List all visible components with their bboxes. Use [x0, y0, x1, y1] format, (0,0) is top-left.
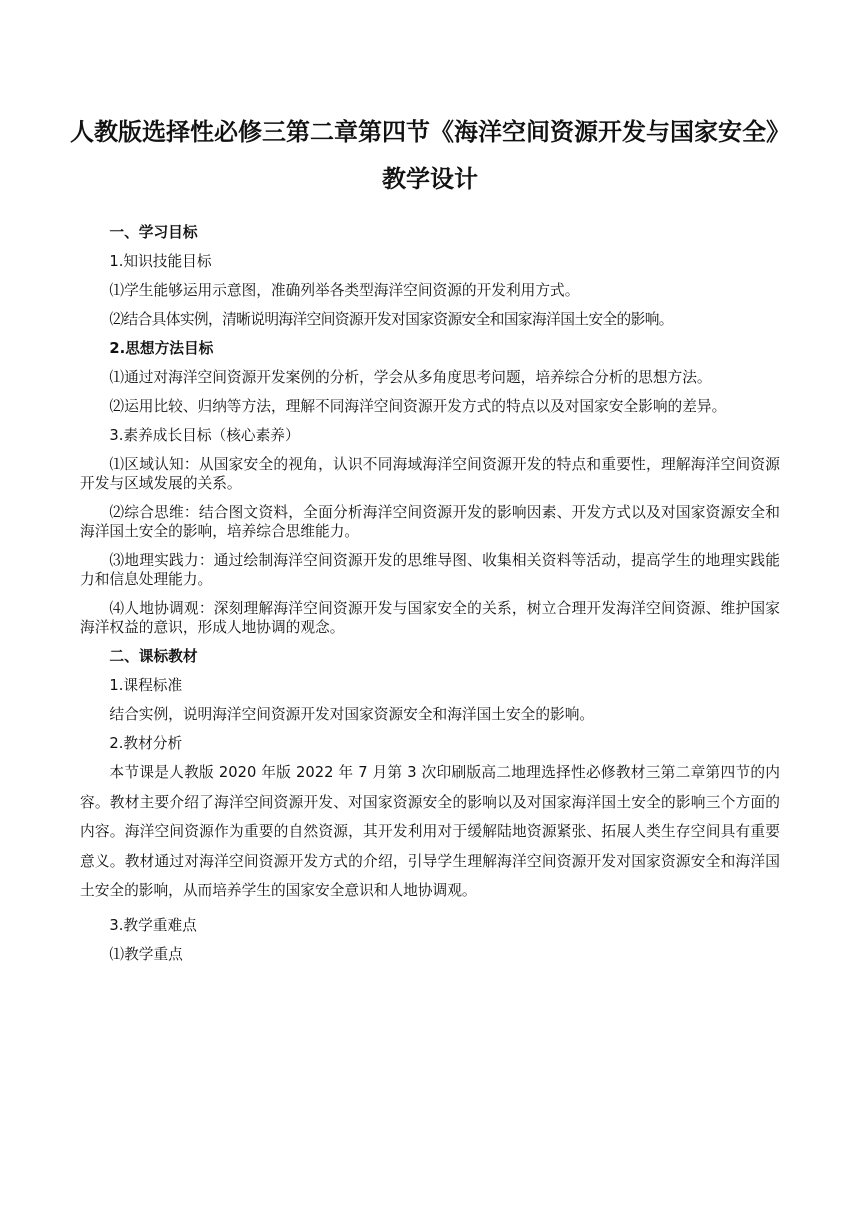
paragraph: ⑵综合思维：结合图文资料，全面分析海洋空间资源开发的影响因素、开发方式以及对国家资源安全和海洋国土安全的影响，培养综合思维能力。: [80, 504, 780, 540]
section-heading: 二、课标教材: [109, 648, 198, 665]
subsection-heading: 3.素养成长目标（核心素养）: [109, 427, 300, 444]
subsection-heading: 1.课程标准: [109, 677, 183, 694]
subsection-heading: 1.知识技能目标: [109, 253, 212, 270]
paragraph: ⑶地理实践力：通过绘制海洋空间资源开发的思维导图、收集相关资料等活动，提高学生的地理实践能力和信息处理能力。: [80, 552, 780, 588]
paragraph: ⑵运用比较、归纳等方法，理解不同海洋空间资源开发方式的特点以及对国家安全影响的差异。: [109, 398, 727, 415]
subsection-heading: 2.思想方法目标: [109, 340, 214, 357]
subsection-heading: 2.教材分析: [109, 735, 183, 752]
paragraph: ⑴教学重点: [109, 945, 183, 963]
paragraph: 本节课是人教版 2020 年版 2022 年 7 月第 3 次印刷版高二地理选择性必修教材三第二章第四节的内容。教材主要介绍了海洋空间资源开发、对国家资源安全的影响以及对国家海洋国土安全的影响三个方面的内容。海洋空间资源作为重要的自然资源，其开发利用对于缓解陆地资源紧张、拓展人类生存空间具有重要意义。教材通过对海洋空间资源开发方式的介绍，引导学生理解海洋空间资源开发对国家资源安全和海洋国土安全的影响，从而培养学生的国家安全意识和人地协调观。: [80, 764, 780, 899]
document-body: [80, 223, 780, 974]
paragraph: ⑵结合具体实例，清晰说明海洋空间资源开发对国家资源安全和国家海洋国土安全的影响。: [109, 311, 673, 328]
document-title-line1: 人教版选择性必修三第二章第四节《海洋空间资源开发与国家安全》: [70, 118, 790, 146]
paragraph: ⑴通过对海洋空间资源开发案例的分析，学会从多角度思考问题，培养综合分析的思想方法。: [109, 369, 712, 386]
section-heading: 一、学习目标: [109, 224, 198, 241]
subsection-heading: 3.教学重难点: [109, 916, 197, 934]
paragraph: 结合实例，说明海洋空间资源开发对国家资源安全和海洋国土安全的影响。: [109, 706, 595, 723]
document-title-line2: 教学设计: [382, 165, 478, 193]
paragraph: ⑴区域认知：从国家安全的视角，认识不同海域海洋空间资源开发的特点和重要性，理解海洋空间资源开发与区域发展的关系。: [80, 456, 780, 492]
paragraph: ⑷人地协调观：深刻理解海洋空间资源开发与国家安全的关系，树立合理开发海洋空间资源、维护国家海洋权益的意识，形成人地协调的观念。: [80, 600, 780, 636]
paragraph: ⑴学生能够运用示意图，准确列举各类型海洋空间资源的开发利用方式。: [109, 282, 580, 299]
